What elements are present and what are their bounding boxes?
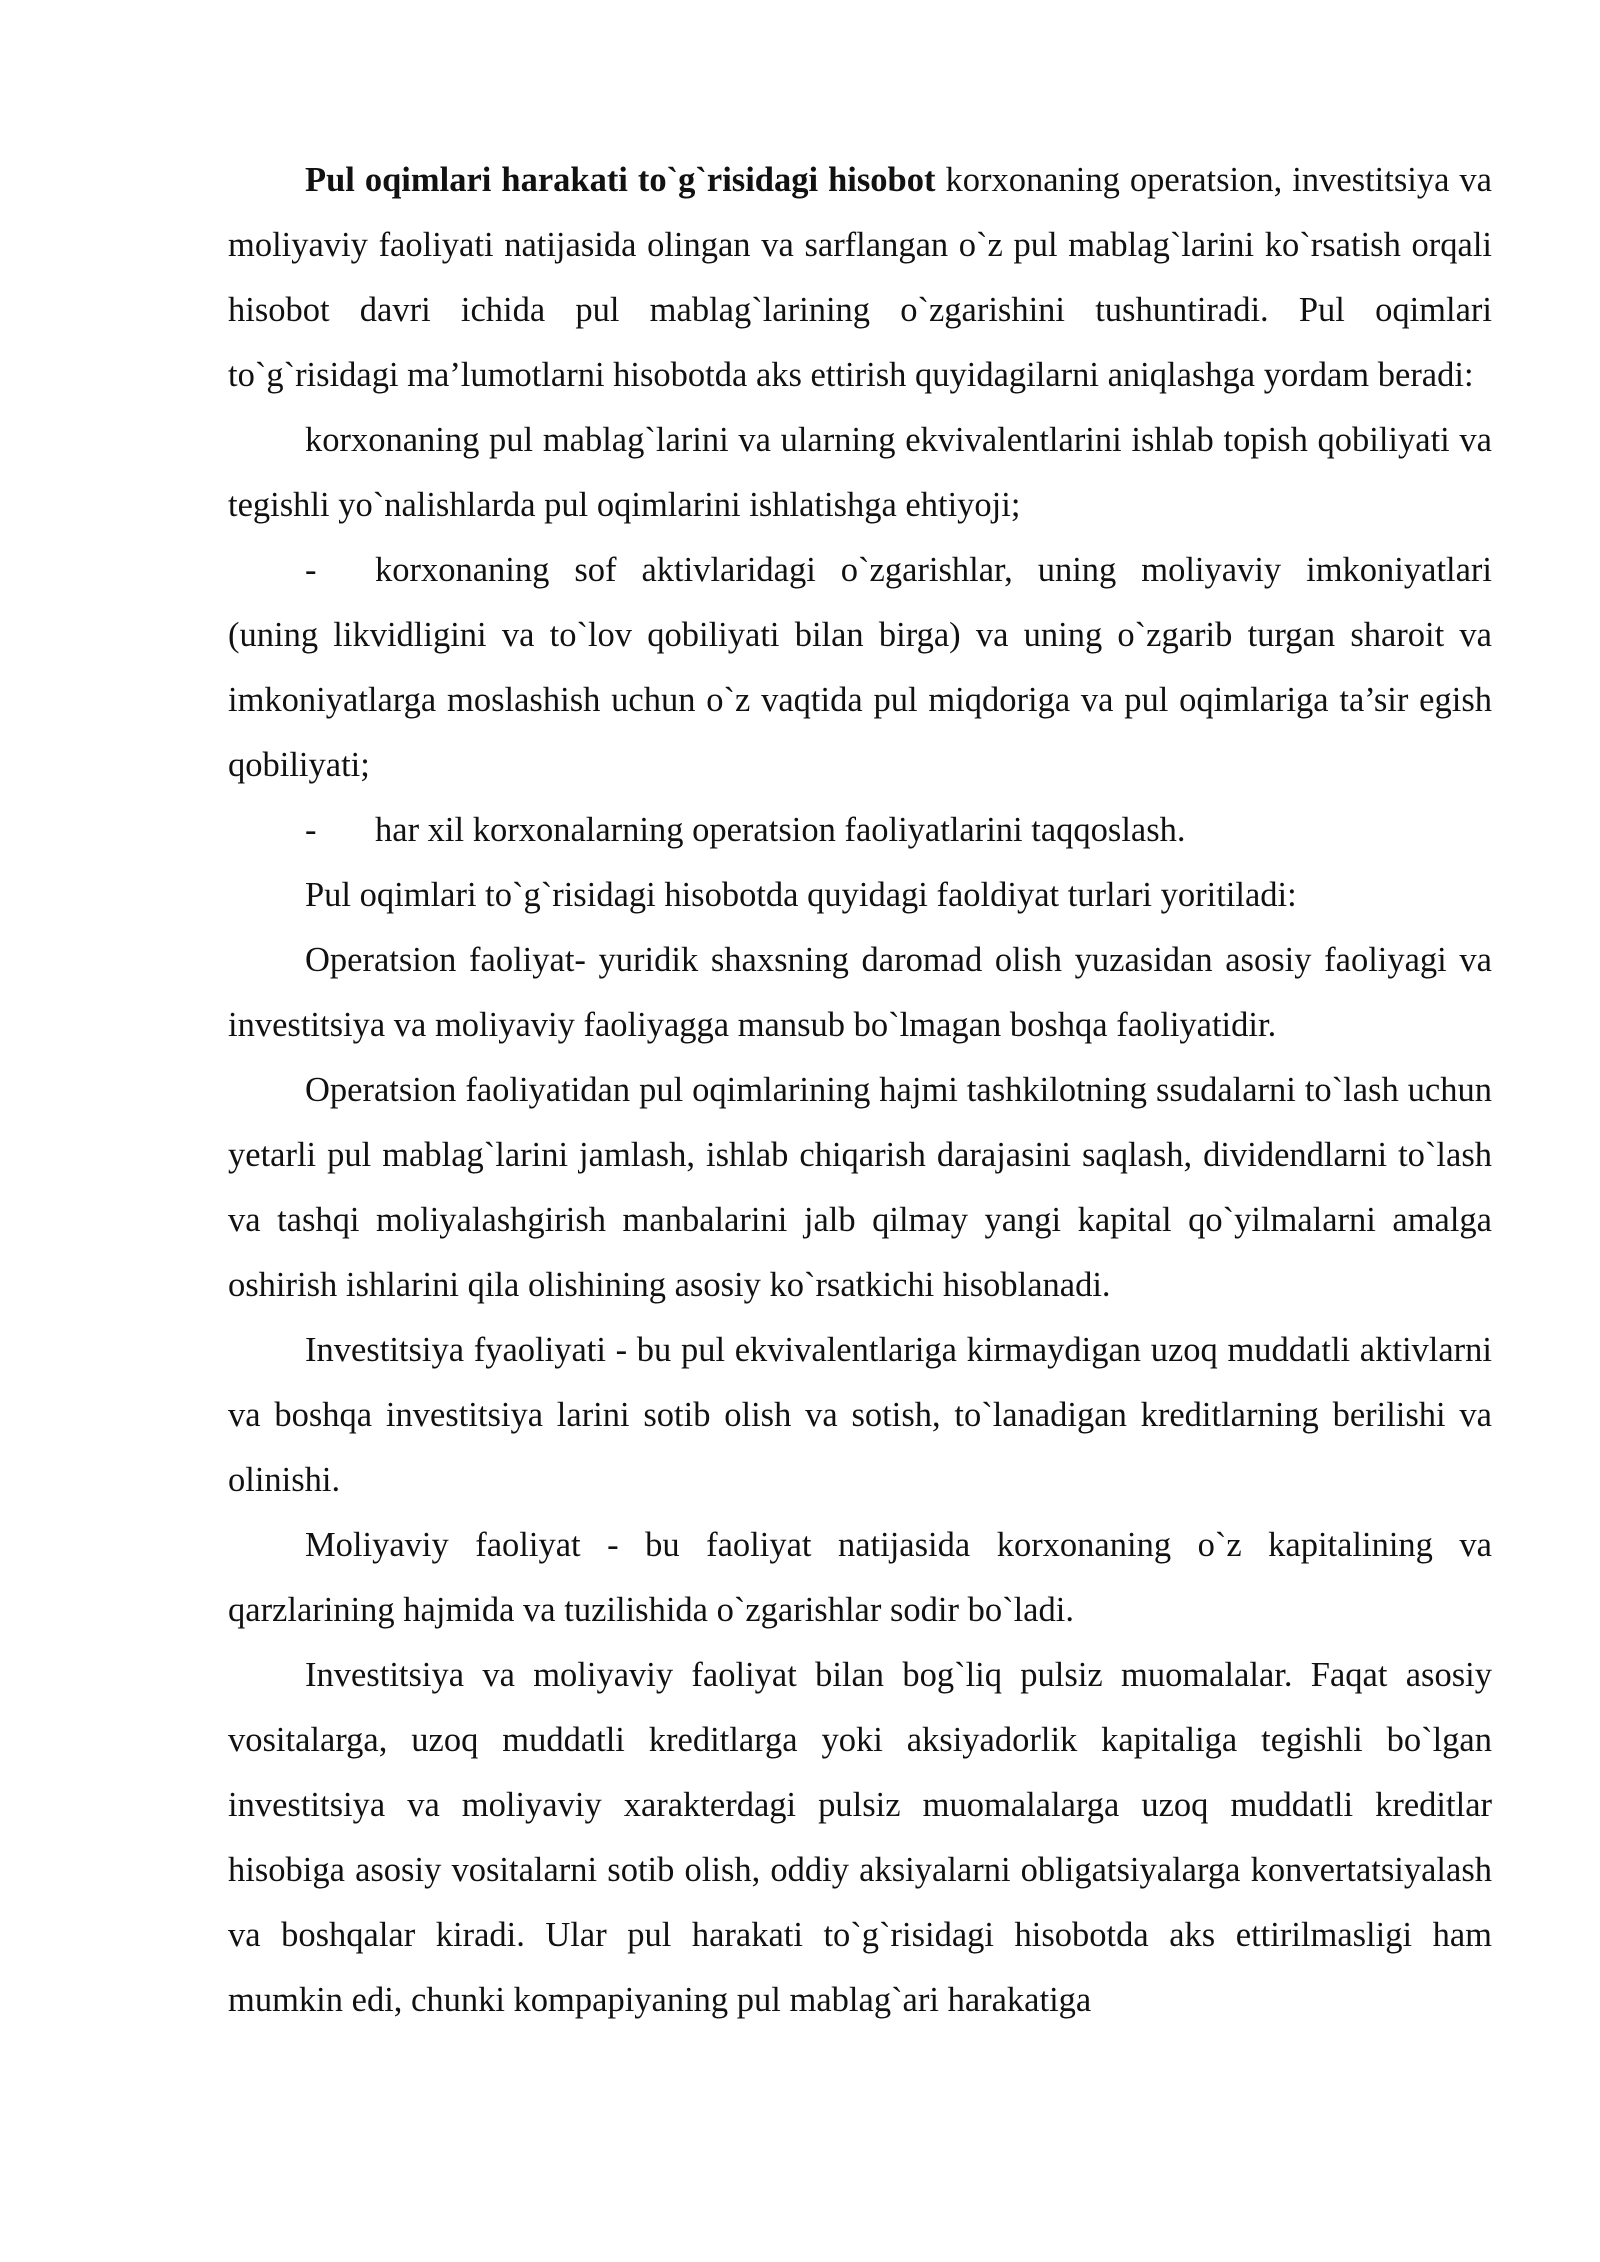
paragraph-operating-cash-flow: Operatsion faoliyatidan pul oqimlarining hajmi tashkilotning ssudalarni to`lash uchun yetarli pul mablag`larini jamlash, ishlab chiqarish darajasini saqlash, dividendlarni to`lash va tashqi moliyalashgirish manbalarini jalb qilmay yangi kapital qo`yilmalarni amalga oshirish ishlarini qila olishining asosiy ko`rsatkichi hisoblanadi. xyxy=(228,1071,1492,1304)
document-page xyxy=(228,148,1492,2033)
paragraph-activity-types: Pul oqimlari to`g`risidagi hisobotda quyidagi faoldiyat turlari yoritiladi: xyxy=(305,876,1297,914)
paragraph-intro xyxy=(228,148,1492,408)
dash-item-1 xyxy=(228,538,1492,798)
dash-item-2 xyxy=(228,798,1492,863)
paragraph-investing-activity: Investitsiya fyaoliyati - bu pul ekvivalentlariga kirmaydigan uzoq muddatli aktivlarni va boshqa investitsiya larini sotib olish va sotish, to`lanadigan kreditlarning berilishi va olinishi. xyxy=(228,1331,1492,1499)
paragraph-item-1: korxonaning pul mablag`larini va ularning ekvivalentlarini ishlab topish qobiliyati va tegishli yo`nalishlarda pul oqimlarini ishlatishga ehtiyoji; xyxy=(228,421,1492,524)
dash-marker: - xyxy=(305,551,317,589)
dash-item-text: korxonaning sof aktivlaridagi o`zgarishlar, uning moliyaviy imkoniyatlari (uning likvidligini va to`lov qobiliyati bilan birga) va uning o`zgarib turgan sharoit va imkoniyatlarga moslashish uchun o`z vaqtida pul miqdoriga va pul oqimlariga ta’sir egish qobiliyati; xyxy=(228,551,1492,784)
paragraph-operating-activity: Operatsion faoliyat- yuridik shaxsning daromad olish yuzasidan asosiy faoliyagi va investitsiya va moliyaviy faoliyagga mansub bo`lmagan boshqa faoliyatidir. xyxy=(228,941,1492,1044)
paragraph-intro-text: korxonaning operatsion, investitsiya va moliyaviy faoliyati natijasida olingan va sarflangan o`z pul mablag`larini ko`rsatish orqali hisobot davri ichida pul mablag`larining o`zgarishini tushuntiradi. Pul oqimlari to`g`risidagi ma’lumotlarni hisobotda aks ettirish quyidagilarni aniqlashga yordam beradi: xyxy=(228,161,1492,394)
dash-item-text: har xil korxonalarning operatsion faoliyatlarini taqqoslash. xyxy=(375,811,1186,849)
paragraph-noncash-transactions: Investitsiya va moliyaviy faoliyat bilan bog`liq pulsiz muomalalar. Faqat asosiy vositalarga, uzoq muddatli kreditlarga yoki aksiyadorlik kapitaliga tegishli bo`lgan investitsiya va moliyaviy xarakterdagi pulsiz muomalalarga uzoq muddatli kreditlar hisobiga asosiy vositalarni sotib olish, oddiy aksiyalarni obligatsiyalarga konvertatsiyalash va boshqalar kiradi. Ular pul harakati to`g`risidagi hisobotda aks ettirilmasligi ham mumkin edi, chunki kompapiyaning pul mablag`ari harakatiga xyxy=(228,1656,1492,2019)
bold-term: Pul oqimlari harakati to`g`risidagi hisobot xyxy=(305,161,936,199)
dash-marker: - xyxy=(305,811,317,849)
paragraph-financing-activity: Moliyaviy faoliyat - bu faoliyat natijasida korxonaning o`z kapitalining va qarzlarining hajmida va tuzilishida o`zgarishlar sodir bo`ladi. xyxy=(228,1526,1492,1629)
